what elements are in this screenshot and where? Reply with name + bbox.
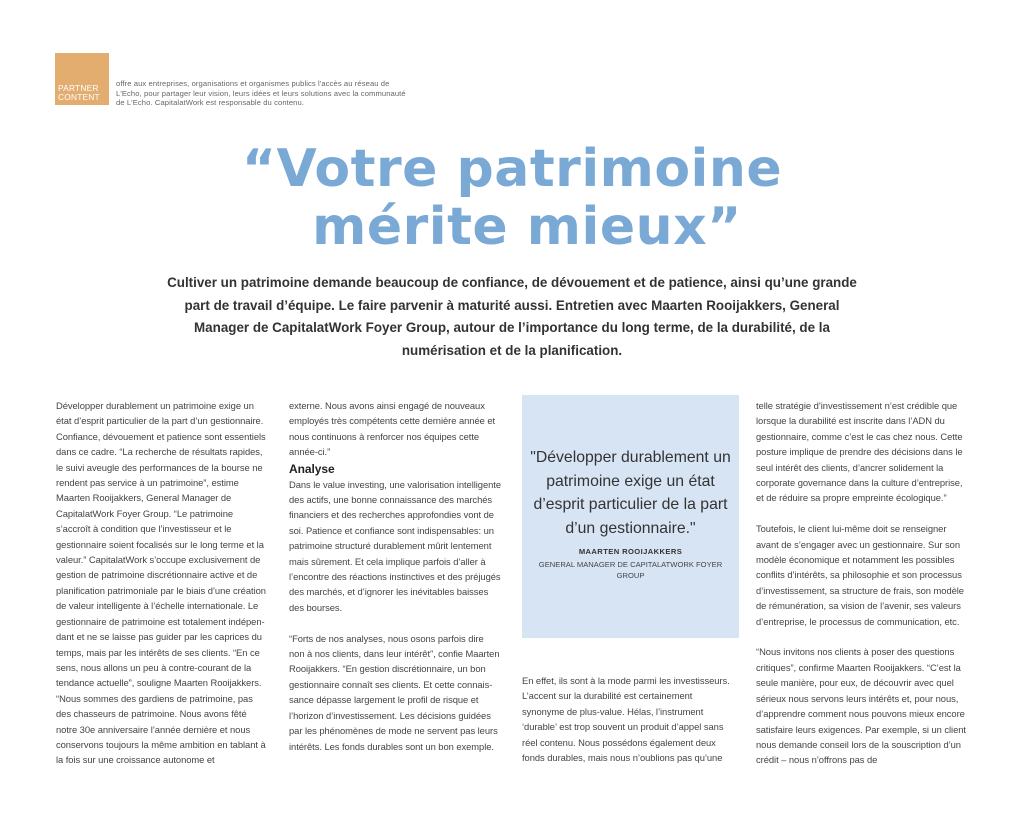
pull-quote-box: [522, 395, 739, 638]
article-column-1: [56, 398, 268, 768]
partner-disclaimer: offre aux entreprises, organisations et organismes publics l'accès au réseau de L'Echo, pour partager leur vision, leurs idées et leurs solutions avec la communauté de L'Echo. CapitalatWork est responsable du contenu.: [116, 79, 406, 108]
column-4-paragraph-3: “Nous invitons nos clients à poser des questions critiques”, confirme Maarten Rooijakkers. “C’est la seule manière, pour eux, de découvrir avec quel sérieux nous servons leurs intérêts et, pour nous, d’apprendre comment nous pouvons mieux encore satisfaire leurs exigences. Par exemple, si un client nous demande conseil lors de la souscription d’un crédit – nous n’offrons pas de: [756, 646, 966, 766]
pull-quote-text: "Développer durablement un patrimoine exige un état d’esprit particulier de la part d’un gestionnaire.": [530, 449, 731, 537]
column-2-paragraph-1: externe. Nous avons ainsi engagé de nouveaux employés très compétents cette dernière année et nous continuons à renforcer nos équipes cette année-ci.”: [289, 400, 496, 458]
article-column-4: [756, 398, 968, 768]
column-2-paragraph-2: Dans le value investing, une valorisation intelligente des actifs, une bonne connaissance des marchés financiers et des recherches approfondies vont de soi. Patience et confiance sont indispensables: un patrimoine structuré durablement mûrit lentement mais sûrement. Et cela implique parfois d’aller à l’encontre des réactions instinctives et des préjugés des marchés, et d’ignorer les inévitables baisses des bourses.: [289, 478, 502, 613]
badge-line-2: CONTENT: [58, 92, 100, 102]
headline-line-1: “Votre patrimoine: [241, 139, 783, 199]
partner-content-badge: [55, 53, 109, 105]
article-column-2: [289, 398, 501, 754]
column-3-paragraph-1: En effet, ils sont à la mode parmi les investisseurs. L’accent sur la durabilité est certainement synonyme de plus-value. Hélas, l’instrument ‘durable’ est trop souvent un produit d’appel sans réel contenu. Nous possédons également deux fonds durables, mais nous n’oublions pas qu’une: [522, 675, 730, 764]
headline-line-2: mérite mieux”: [312, 197, 742, 257]
article-headline: [0, 140, 1024, 256]
pull-quote-author: MAARTEN ROOIJAKKERS: [578, 547, 683, 556]
section-heading-analyse: Analyse: [289, 461, 335, 476]
badge-line-1: PARTNER: [58, 83, 99, 93]
pull-quote-author-role: GENERAL MANAGER DE CAPITALATWORK FOYER GROUP: [538, 560, 723, 580]
column-1-paragraph-1: Développer durablement un patrimoine exige un état d’esprit particulier de la part d’un gestionnaire. Confiance, dévouement et patience sont essentiels dans ce cadre. “La recherche de résultats rapides, le suivi aveugle des performances de la bourse ne rendent pas service à un patrimoine”, estime Maarten Rooijakkers, General Manager de CapitalatWork Foyer Group. “Le patrimoine s’accroît à condition que l’investisseur et le gestionnaire soient focalisés sur le long terme et la valeur.” CapitalatWork s’occupe exclusivement de gestion de patrimoine discrétionnaire active et de planification patrimoniale par le biais d’une création de valeur intelligente à l’échelle internationale. Le gestionnaire de patrimoine est totalement indépendant et ne se laisse pas guider par les caprices du temps, mais par les intérêts de ses clients. “En ce sens, nous allons un peu à contre-courant de la tendance actuelle”, souligne Maarten Rooijakkers. “Nous sommes des gardiens de patrimoine, pas des chasseurs de patrimoine. Nous avons fêté notre 30e anniversaire l’année dernière et nous conservons toujours la même ambition en tablant à la fois sur une croissance autonome et: [56, 400, 266, 766]
article-column-3: [522, 673, 734, 765]
column-2-paragraph-3: “Forts de nos analyses, nous osons parfois dire non à nos clients, dans leur intérêt”, confie Maarten Rooijakkers. “En gestion discrétionnaire, un bon gestionnaire connaît ses clients. Et cette connaissance dépasse largement le profil de risque et l’horizon d’investissement. Les décisions guidées par les phénomènes de mode ne servent pas leurs intérêts. Les fonds durables sont un bon exemple.: [289, 632, 500, 752]
column-4-paragraph-1: telle stratégie d’investissement n’est crédible que lorsque la durabilité est inscrite dans l’ADN du gestionnaire, comme c’est le cas chez nous. Cette posture implique de prendre des décisions dans le seul intérêt des clients, d’ancrer solidement la corporate governance dans la culture d’entreprise, et de réduire sa propre empreinte écologique.”: [756, 400, 963, 504]
column-4-paragraph-2: Toutefois, le client lui-même doit se renseigner avant de s’engager avec un gestionnaire. Sur son modèle économique et notamment les possibles conflits d’intérêts, sa philosophie et son processus d’investissement, sa structure de frais, son modèle de rémunération, sa vision de l’avenir, ses valeurs d’entreprise, le processus de communication, etc.: [756, 523, 964, 627]
article-lede: Cultiver un patrimoine demande beaucoup de confiance, de dévouement et de patience, ainsi qu’une grande part de travail d’équipe. Le faire parvenir à maturité aussi. Entretien avec Maarten Rooijakkers, General Manager de CapitalatWork Foyer Group, autour de l’importance du long terme, de la durabilité, de la numérisation et de la planification.: [167, 275, 857, 358]
